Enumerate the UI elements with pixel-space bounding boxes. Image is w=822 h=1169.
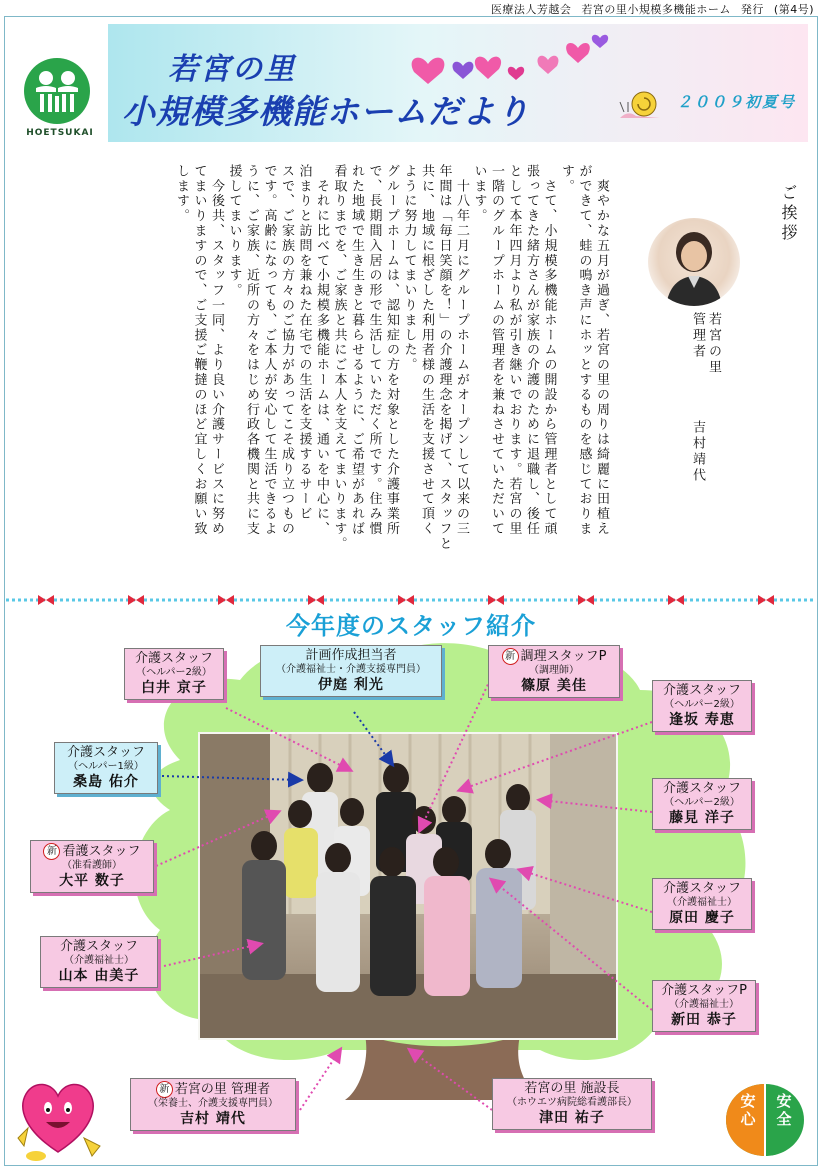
staff-name: 原田 慶子 bbox=[669, 909, 735, 926]
greeting-body: 爽やかな五月が過ぎ、若宮の里の周りは綺麗に田植え ができて、蛙の鳴き声にホッとするものを感じておりま す。 さて、小規模多機能ホームの開設から管理者として頑 張ってきた緒方さんが家族の介護のために退職し、後任 として本年四月より私が引き継いでおります。若宮の里 一階のグループホームの管理者を兼ねさせていただいて います。 十八年二月にグループホームがオープンして以来の三 年間は「毎日笑顔を！」の介護理念を掲げて、スタッフと 共に、地域に根ざした利用者様の生活を支援させて頂く ように努力してまいりました。 グループホームは、認知症の方を対象とした介護事業所 で、長期間入居の形で生活していただく所です。住み慣 れた地域で生き生きと暮らせるように、ご希望があれば 看取りまでを、ご家族と共にご本人を支えてまいります。 それに比べて小規模多機能ホームは、通いを中心に、 泊まりと訪問を兼ねた在宅での生活を支援するサービ スで、ご家族の方々のご協力があってこそ成り立つもの です。高齢になっても、ご本人が安心して生活できるよ うに、ご家族、近所の方々をはじめ行政各機関と共に支 援してまいります。 今後共、スタッフ一同、より良い介護サービスに努め てまいりますので、ご支援ご鞭撻のほど宜しくお願い致 します。 bbox=[174, 164, 609, 552]
staff-card-iba bbox=[260, 645, 442, 697]
publisher-facility: 若宮の里小規模多機能ホーム bbox=[581, 3, 731, 16]
staff-qualification: （介護福祉士） bbox=[64, 955, 134, 967]
staff-card-fujimi bbox=[652, 778, 752, 830]
issue-label: ２００９初夏号 bbox=[676, 93, 796, 111]
title-line1: 若宮の里 bbox=[168, 52, 296, 87]
hearts-decoration-icon bbox=[408, 24, 618, 94]
staff-name: 藤見 洋子 bbox=[669, 809, 735, 826]
new-staff-mark: 新 bbox=[156, 1081, 173, 1098]
publisher-line bbox=[485, 1, 814, 17]
logo-circle bbox=[24, 58, 90, 124]
logo-text: HOETSUKAI bbox=[26, 128, 94, 138]
staff-name: 伊庭 利光 bbox=[318, 676, 384, 693]
staff-qualification: （調理師） bbox=[529, 665, 579, 677]
staff-role-text: 調理スタッフP bbox=[520, 649, 607, 664]
staff-card-shinohara bbox=[488, 645, 620, 698]
staff-role: 介護スタッフ bbox=[66, 745, 145, 760]
staff-role bbox=[493, 648, 615, 665]
staff-name: 吉村 靖代 bbox=[180, 1110, 246, 1127]
staff-card-ohira bbox=[30, 840, 154, 893]
staff-role: 計画作成担当者 bbox=[305, 648, 397, 663]
publisher-issued: 発行 bbox=[740, 3, 764, 16]
staff-name: 桑島 佑介 bbox=[73, 773, 139, 790]
staff-qualification: （栄養士、介護支援専門員） bbox=[148, 1098, 278, 1110]
staff-role-text: 若宮の里 管理者 bbox=[174, 1082, 271, 1097]
staff-qualification: （ヘルパー2級） bbox=[664, 797, 740, 809]
staff-name: 大平 数子 bbox=[59, 872, 125, 889]
staff-role bbox=[35, 843, 149, 860]
staff-role: 介護スタッフ bbox=[662, 781, 741, 796]
staff-qualification: （介護福祉士） bbox=[667, 897, 737, 909]
staff-card-ousaka bbox=[652, 680, 752, 732]
staff-role: 介護スタッフ bbox=[59, 939, 138, 954]
issue-number: (第4号) bbox=[773, 3, 814, 16]
people-icon bbox=[24, 58, 90, 124]
staff-role: 介護スタッフ bbox=[662, 683, 741, 698]
staff-name: 津田 祐子 bbox=[539, 1109, 605, 1126]
staff-card-yoshimura bbox=[130, 1078, 296, 1131]
staff-qualification: （ヘルパー1級） bbox=[68, 761, 144, 773]
byline-facility: 若宮の里 bbox=[706, 312, 721, 376]
staff-card-tsuda bbox=[492, 1078, 652, 1130]
staff-qualification: （介護福祉士・介護支援専門員） bbox=[276, 664, 426, 676]
bow-divider bbox=[6, 594, 814, 606]
new-staff-mark: 新 bbox=[43, 843, 60, 860]
anshin-text: 安心 bbox=[740, 1092, 756, 1128]
staff-role: 介護スタッフP bbox=[661, 983, 747, 998]
snail-icon bbox=[616, 88, 664, 122]
staff-role: 若宮の里 施設長 bbox=[524, 1081, 620, 1096]
anzen-text: 安全 bbox=[776, 1092, 792, 1128]
new-staff-mark: 新 bbox=[502, 648, 519, 665]
group-photo-image bbox=[200, 734, 616, 1038]
staff-qualification: （ヘルパー2級） bbox=[136, 667, 212, 679]
greeting-title: ご挨拶 bbox=[779, 184, 798, 244]
greeting-section bbox=[118, 150, 808, 590]
publisher-org: 医療法人芳越会 bbox=[490, 3, 572, 16]
staff-role-text: 看護スタッフ bbox=[62, 844, 141, 859]
staff-name: 新田 恭子 bbox=[671, 1011, 737, 1028]
portrait-photo bbox=[648, 218, 740, 306]
staff-name: 篠原 美佳 bbox=[521, 677, 587, 694]
heart-mascot-icon bbox=[14, 1072, 102, 1162]
staff-name: 逢坂 寿恵 bbox=[669, 711, 735, 728]
staff-role: 介護スタッフ bbox=[662, 881, 741, 896]
staff-qualification: （ヘルパー2級） bbox=[664, 699, 740, 711]
staff-section-title: 今年度のスタッフ紹介 bbox=[286, 612, 536, 640]
byline-name: 吉村靖代 bbox=[690, 420, 705, 484]
staff-card-kuwajima bbox=[54, 742, 158, 794]
staff-group-photo bbox=[198, 732, 618, 1040]
manager-portrait bbox=[648, 218, 740, 306]
staff-name: 白井 京子 bbox=[141, 679, 207, 696]
staff-card-shirai bbox=[124, 648, 224, 700]
header-banner bbox=[108, 24, 808, 142]
staff-qualification: （介護福祉士） bbox=[669, 999, 739, 1011]
staff-card-yamamoto bbox=[40, 936, 158, 988]
staff-card-nitta bbox=[652, 980, 756, 1032]
staff-qualification: （准看護師） bbox=[62, 860, 122, 872]
staff-role: 介護スタッフ bbox=[134, 651, 213, 666]
staff-card-harada bbox=[652, 878, 752, 930]
byline-role: 管理者 bbox=[690, 312, 705, 360]
title-line2: 小規模多機能ホームだより bbox=[122, 92, 530, 131]
hoetsukai-logo bbox=[20, 58, 100, 142]
staff-name: 山本 由美子 bbox=[58, 967, 140, 984]
staff-qualification: （ホウエツ病院総看護部長） bbox=[507, 1097, 637, 1109]
staff-role bbox=[135, 1081, 291, 1098]
